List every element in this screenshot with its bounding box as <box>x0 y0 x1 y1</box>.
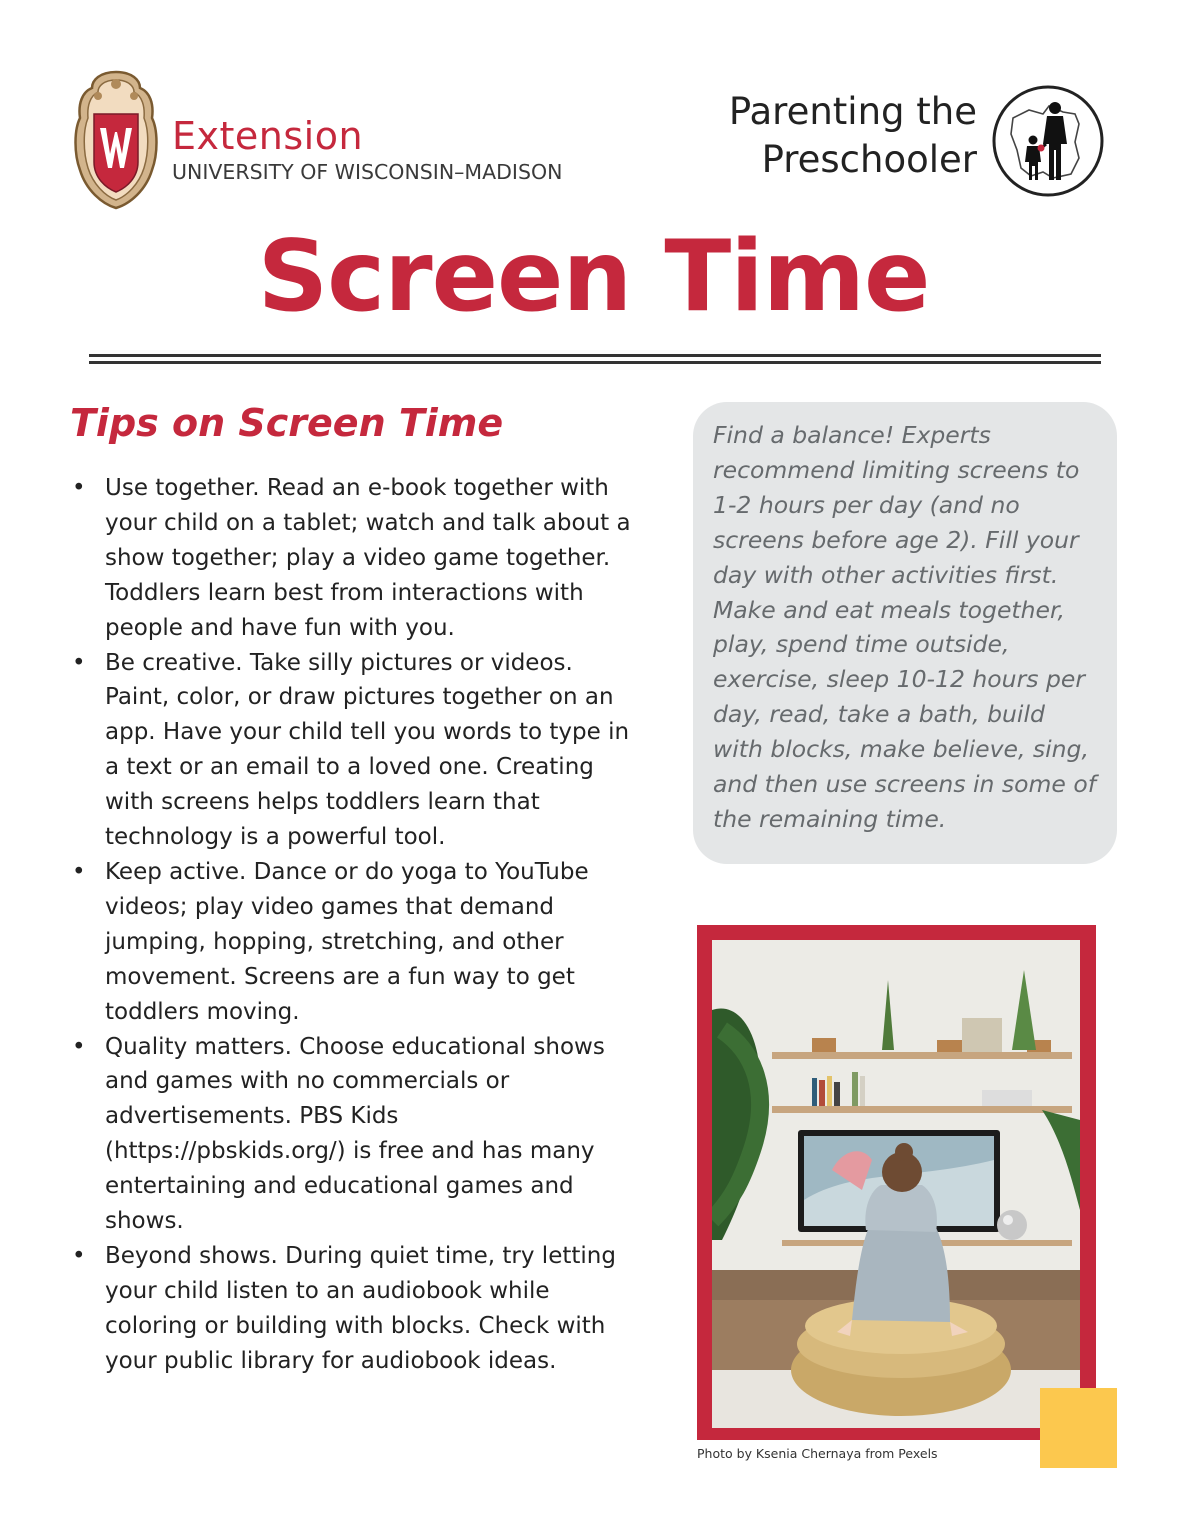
bullet: • <box>72 1242 86 1269</box>
title-divider-bottom <box>89 361 1101 364</box>
accent-square <box>1040 1388 1117 1468</box>
title-divider-top <box>89 354 1101 357</box>
balance-callout: Find a balance! Experts recommend limiting screens to 1-2 hours per day (and no screens before age 2). Fill your day with other activities first. Make and eat meals together, play, spend time outside, exercise, sleep 10-12 hours per day, read, take a bath, build with blocks, make believe, sing, and then use screens in some of the remaining time. <box>693 402 1117 864</box>
series-title-line2: Preschooler <box>761 138 977 181</box>
child-watching-tv-photo <box>712 940 1080 1428</box>
tip-item <box>70 646 640 855</box>
extension-wordmark: Extension <box>172 114 364 158</box>
tip-item <box>70 471 640 646</box>
tip-text: Beyond shows. During quiet time, try letting your child listen to an audiobook while coloring or building with blocks. Check with your public library for audiobook ideas. <box>105 1242 616 1374</box>
tips-list <box>70 471 640 1379</box>
tip-text: Be creative. Take silly pictures or videos. Paint, color, or draw pictures together on an app. Have your child tell you words to type in a text or an email to a loved one. Creating with screens helps toddlers learn that technology is a powerful tool. <box>105 649 630 851</box>
parent-child-logo-icon <box>991 84 1105 198</box>
tip-text: Quality matters. Choose educational shows and games with no commercials or advertisements. PBS Kids (https://pbskids.org/) is free and has many entertaining and educational games and shows. <box>105 1033 605 1235</box>
page-title: Screen Time <box>257 220 930 334</box>
series-title-line1: Parenting the <box>728 90 977 133</box>
bullet: • <box>72 858 86 885</box>
tip-item <box>70 1239 640 1379</box>
photo-credit: Photo by Ksenia Chernaya from Pexels <box>697 1446 938 1461</box>
bullet: • <box>72 649 86 676</box>
bullet: • <box>72 1033 86 1060</box>
university-name: UNIVERSITY OF WISCONSIN–MADISON <box>172 160 563 184</box>
tip-item <box>70 1030 640 1239</box>
tip-item <box>70 855 640 1030</box>
bullet: • <box>72 475 86 501</box>
tip-text: Use together. Read an e-book together with your child on a tablet; watch and talk about a show together; play a video game together. Toddlers learn best from interactions with people and have fun with you. <box>105 475 631 641</box>
tip-text: Keep active. Dance or do yoga to YouTube videos; play video games that demand jumping, hopping, stretching, and other movement. Screens are a fun way to get toddlers moving. <box>105 858 589 1025</box>
tips-heading: Tips on Screen Time <box>70 401 504 445</box>
series-title <box>729 88 977 184</box>
photo-illustration <box>712 940 1080 1428</box>
uw-crest-logo <box>70 70 162 210</box>
